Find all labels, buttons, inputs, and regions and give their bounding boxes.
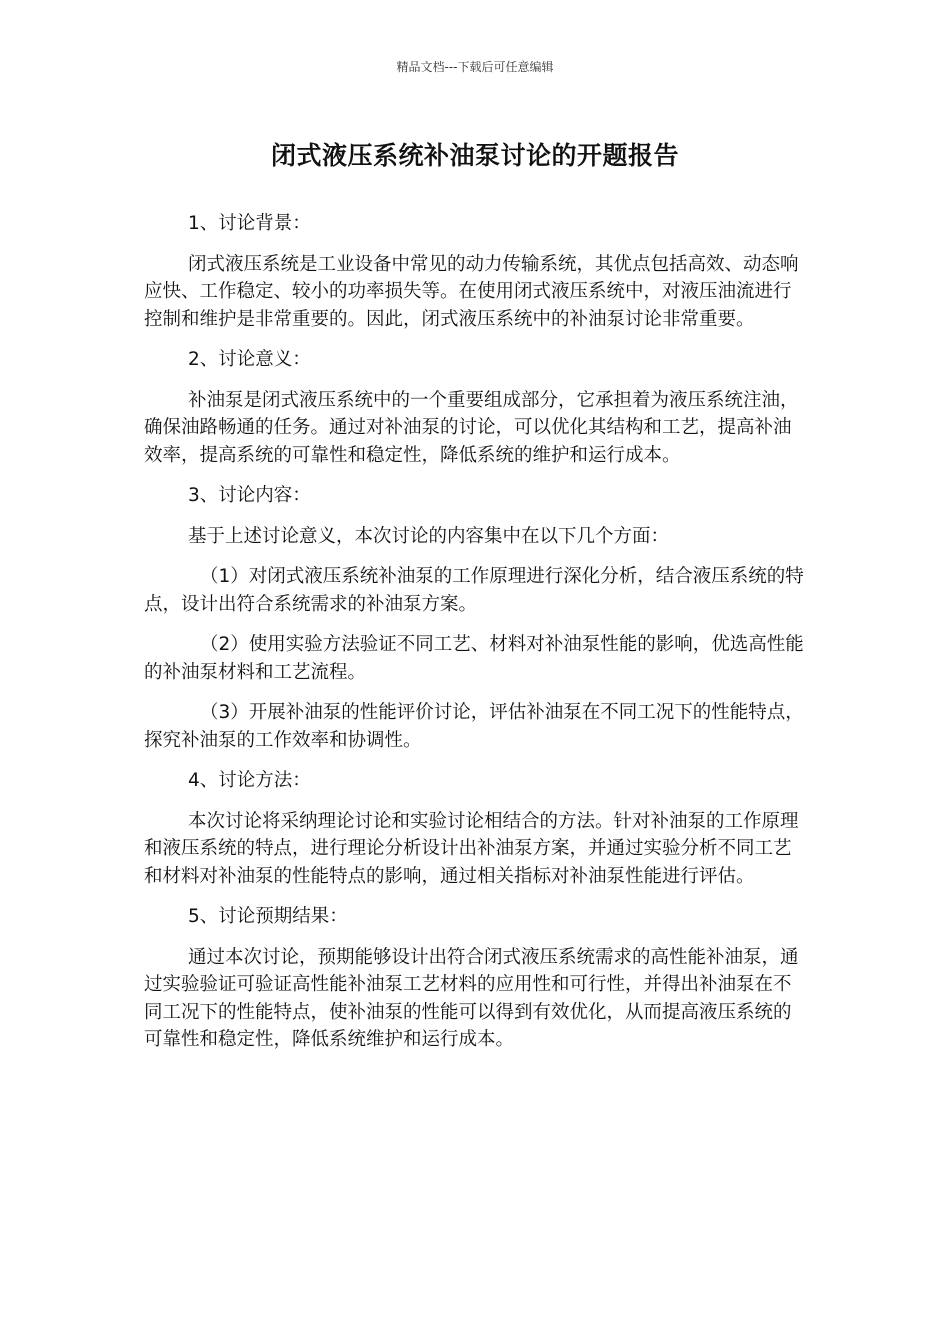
document-body: [144, 210, 806, 1067]
section-heading-method: 4、讨论方法：: [188, 770, 311, 791]
paragraph-content-intro: 基于上述讨论意义，本次讨论的内容集中在以下几个方面：: [188, 525, 670, 547]
paragraph-expected-results: 通过本次讨论，预期能够设计出符合闭式液压系统需求的高性能补油泵，通过实验验证可验证高性能补油泵工艺材料的应用性和可行性，并得出补油泵在不同工况下的性能特点，使补油泵的性能可以得到有效优化，从而提高液压系统的可靠性和稳定性，降低系统维护和运行成本。: [144, 946, 799, 1050]
section-heading-significance: 2、讨论意义：: [188, 349, 311, 370]
paragraph-method: 本次讨论将采纳理论讨论和实验讨论相结合的方法。针对补油泵的工作原理和液压系统的特点，进行理论分析设计出补油泵方案，并通过实验分析不同工艺和材料对补油泵的性能特点的影响，通过相关指标对补油泵性能进行评估。: [144, 810, 799, 887]
section-heading-content: 3、讨论内容：: [188, 485, 311, 506]
section-heading-background: 1、讨论背景：: [188, 213, 311, 234]
section-heading-expected-results: 5、讨论预期结果：: [188, 906, 348, 927]
list-item: （2）使用实验方法验证不同工艺、材料对补油泵性能的影响，优选高性能的补油泵材料和工艺流程。: [144, 634, 804, 683]
paragraph-background: 闭式液压系统是工业设备中常见的动力传输系统，其优点包括高效、动态响应快、工作稳定、较小的功率损失等。在使用闭式液压系统中，对液压油流进行控制和维护是非常重要的。因此，闭式液压系统中的补油泵讨论非常重要。: [144, 253, 799, 330]
header-note: 精品文档---下载后可任意编辑: [396, 60, 554, 74]
paragraph-significance: 补油泵是闭式液压系统中的一个重要组成部分，它承担着为液压系统注油，确保油路畅通的任务。通过对补油泵的讨论，可以优化其结构和工艺，提高补油效率，提高系统的可靠性和稳定性，降低系统的维护和运行成本。: [144, 389, 799, 466]
document-title: 闭式液压系统补油泵讨论的开题报告: [270, 141, 679, 170]
list-item: （3）开展补油泵的性能评价讨论，评估补油泵在不同工况下的性能特点，探究补油泵的工作效率和协调性。: [144, 702, 804, 751]
list-item: （1）对闭式液压系统补油泵的工作原理进行深化分析，结合液压系统的特点，设计出符合系统需求的补油泵方案。: [144, 566, 804, 615]
